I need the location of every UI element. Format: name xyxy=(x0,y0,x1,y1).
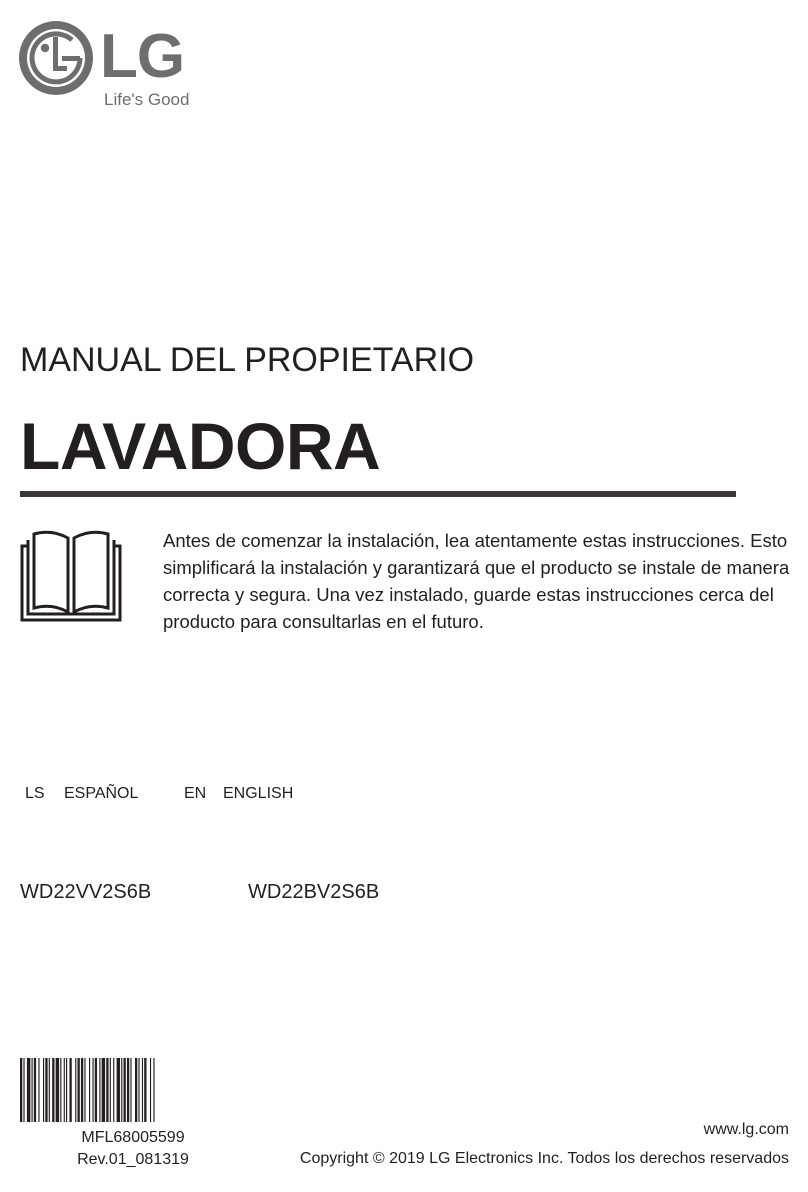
part-number: MFL68005599 xyxy=(81,1129,185,1146)
language-name-english: ENGLISH xyxy=(223,785,294,802)
brand-logo xyxy=(18,20,218,115)
model-number: WD22BV2S6B xyxy=(248,881,380,903)
lg-face-logo-icon xyxy=(18,20,94,96)
language-code-english: EN xyxy=(184,785,207,802)
intro-paragraph: Antes de comenzar la instalación, lea atentamente estas instrucciones. Esto simplificará la instalación y garantizará que el producto se instale de manera correcta y segura. Una vez instalado, guarde estas instrucciones cerca del producto para consultarlas en el futuro. xyxy=(163,530,790,632)
copyright-notice: Copyright © 2019 LG Electronics Inc. Todos los derechos reservados xyxy=(299,1150,789,1167)
revision-number: Rev.01_081319 xyxy=(77,1151,189,1168)
language-name-spanish: ESPAÑOL xyxy=(64,785,139,802)
brand-tagline: Life's Good xyxy=(104,90,190,109)
language-code-spanish: LS xyxy=(25,785,45,802)
barcode-image xyxy=(20,1058,246,1122)
model-number: WD22VV2S6B xyxy=(20,881,152,903)
document-subtitle: MANUAL DEL PROPIETARIO xyxy=(20,341,475,379)
open-book-icon xyxy=(20,526,122,622)
document-title: LAVADORA xyxy=(20,409,381,483)
title-divider xyxy=(20,491,736,497)
website-url: www.lg.com xyxy=(703,1121,789,1138)
brand-name: LG xyxy=(100,22,185,91)
